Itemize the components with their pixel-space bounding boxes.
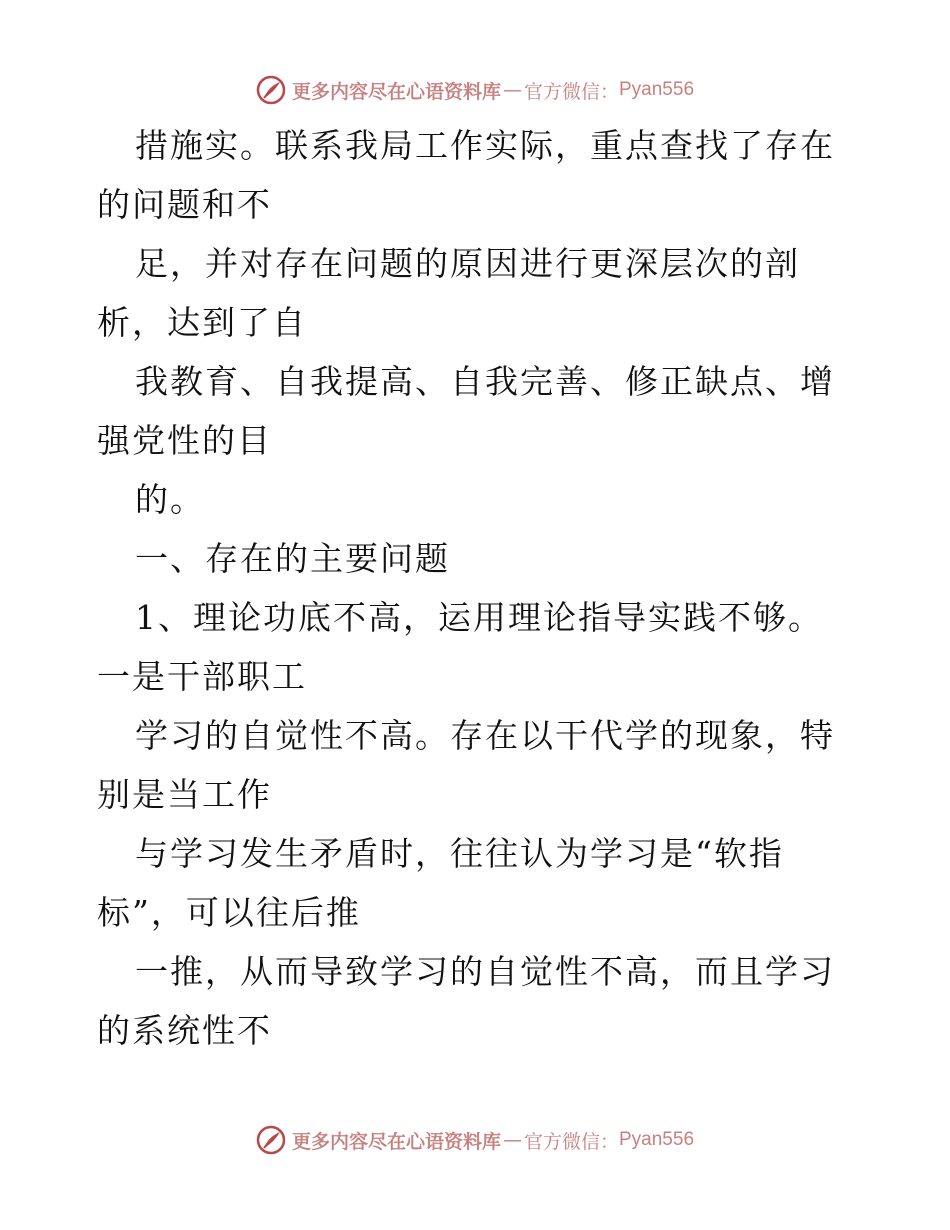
watermark-label: 官方微信： [523, 1130, 619, 1153]
watermark-brand: Pyan556 [619, 79, 695, 100]
footer-watermark [0, 1120, 950, 1160]
paragraph: 一推，从而导致学习的自觉性不高，而且学习的系统性不 [97, 952, 835, 1050]
watermark-brand: Pyan556 [619, 1129, 695, 1150]
watermark-dash: — [502, 1129, 522, 1151]
watermark-dash: — [502, 79, 522, 101]
header-watermark [0, 70, 950, 110]
paragraph: 措施实。联系我局工作实际，重点查找了存在的问题和不 [97, 126, 835, 224]
quill-logo-icon [256, 75, 286, 105]
paragraph: 1、理论功底不高，运用理论指导实践不够。一是干部职工 [97, 598, 823, 696]
watermark-label: 官方微信： [523, 80, 619, 103]
paragraph: 与学习发生矛盾时，往往认为学习是“软指标”，可以往后推 [97, 834, 784, 932]
document-body [97, 116, 857, 1060]
watermark-main-text: 更多内容尽在心语资料库 [291, 80, 501, 103]
quill-logo-icon [256, 1125, 286, 1155]
section-heading: 一、存在的主要问题 [135, 539, 450, 578]
paragraph: 我教育、自我提高、自我完善、修正缺点、增强党性的目 [97, 362, 835, 460]
watermark-main-text: 更多内容尽在心语资料库 [291, 1130, 501, 1153]
paragraph: 的。 [135, 480, 205, 519]
paragraph: 足，并对存在问题的原因进行更深层次的剖析，达到了自 [97, 244, 800, 342]
paragraph: 学习的自觉性不高。存在以干代学的现象，特别是当工作 [97, 716, 835, 814]
